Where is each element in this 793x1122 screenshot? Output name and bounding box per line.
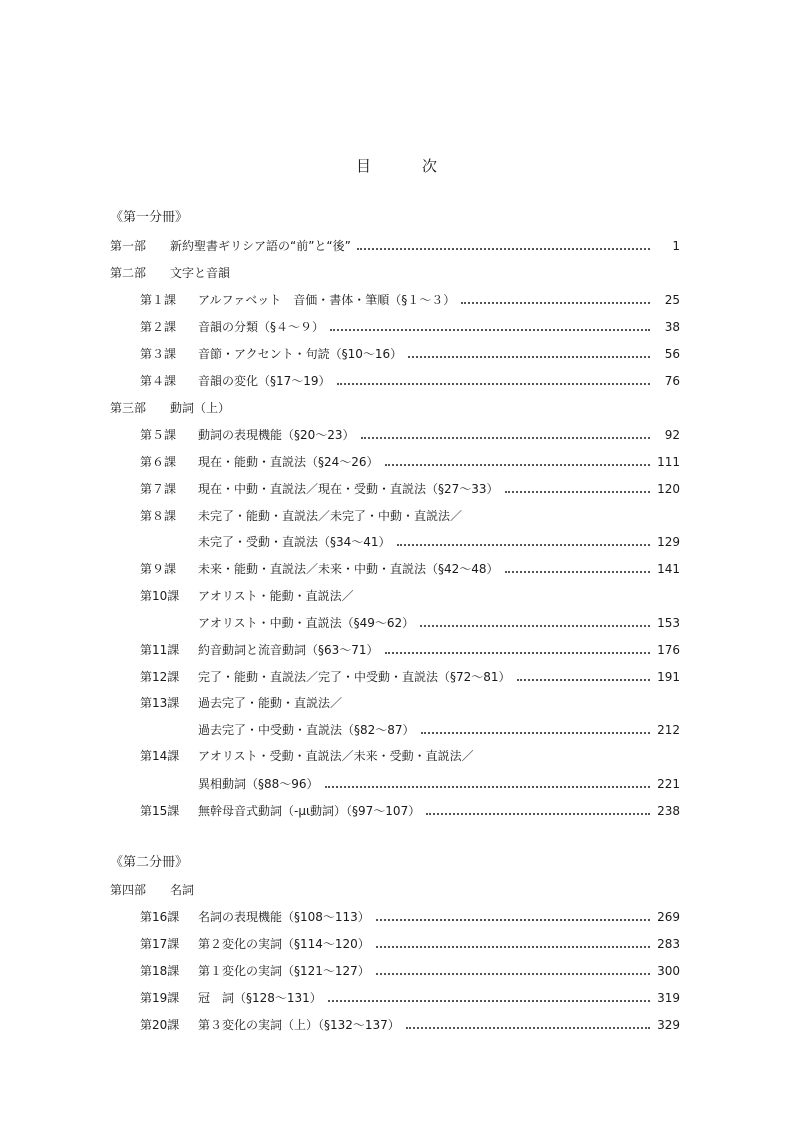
toc-entry-lesson-3[interactable] — [140, 346, 680, 362]
dot-leader — [376, 919, 650, 921]
entry-page: 221 — [657, 777, 680, 791]
entry-title: 未完了・能動・直説法／未完了・中動・直説法／ — [198, 509, 463, 523]
entry-number: 第５課 — [140, 428, 177, 442]
toc-entry-lesson-11[interactable] — [140, 642, 680, 658]
toc-entry-lesson-7[interactable] — [140, 481, 680, 497]
entry-page: 141 — [657, 562, 680, 576]
entry-title: 完了・能動・直説法／完了・中受動・直説法（§72～81） — [198, 670, 511, 684]
entry-title: アルファベット 音価・書体・筆順（§１～３） — [198, 293, 456, 307]
volume-heading-1: 《第一分冊》 — [110, 210, 189, 225]
toc-entry-lesson-2[interactable] — [140, 319, 680, 335]
entry-title: 名詞の表現機能（§108～113） — [198, 910, 370, 924]
entry-title: 第２変化の実詞（§114～120） — [198, 937, 370, 951]
entry-number: 第三部 — [110, 401, 147, 415]
entry-title: 音韻の変化（§17～19） — [198, 374, 331, 388]
entry-title-continuation: 未完了・受動・直説法（§34～41） — [198, 535, 391, 549]
entry-title-continuation: 異相動詞（§88～96） — [198, 777, 319, 791]
entry-page: 111 — [657, 455, 680, 469]
entry-title: 現在・中動・直説法／現在・受動・直説法（§27～33） — [198, 482, 499, 496]
entry-number: 第二部 — [110, 266, 147, 280]
entry-number: 第16課 — [140, 910, 180, 924]
entry-title: 未来・能動・直説法／未来・中動・直説法（§42～48） — [198, 562, 499, 576]
dot-leader — [408, 356, 650, 358]
entry-number: 第一部 — [110, 239, 147, 253]
toc-entry-part-1[interactable] — [110, 238, 680, 254]
page-title: 目 次 — [355, 157, 455, 175]
entry-title: 音節・アクセント・句読（§10～16） — [198, 347, 403, 361]
toc-entry-lesson-20[interactable] — [140, 1017, 680, 1033]
entry-page: 38 — [664, 320, 680, 334]
entry-number: 第６課 — [140, 455, 177, 469]
entry-page: 56 — [664, 347, 680, 361]
dot-leader — [461, 302, 650, 304]
dot-leader — [505, 571, 650, 573]
entry-title: 動詞の表現機能（§20～23） — [198, 428, 355, 442]
toc-entry-lesson-12[interactable] — [140, 669, 680, 685]
entry-number: 第１課 — [140, 293, 177, 307]
entry-title: 音韻の分類（§４～９） — [198, 320, 325, 334]
toc-entry-lesson-10[interactable] — [140, 588, 680, 604]
entry-number: 第11課 — [140, 643, 180, 657]
entry-title-continuation: アオリスト・中動・直説法（§49～62） — [198, 616, 415, 630]
toc-entry-lesson-18[interactable] — [140, 963, 680, 979]
dot-leader — [385, 652, 650, 654]
entry-number: 第四部 — [110, 883, 147, 897]
toc-entry-lesson-10-continuation[interactable] — [198, 615, 680, 631]
entry-title: 現在・能動・直説法（§24～26） — [198, 455, 379, 469]
toc-entry-lesson-19[interactable] — [140, 990, 680, 1006]
toc-entry-lesson-16[interactable] — [140, 909, 680, 925]
toc-entry-lesson-1[interactable] — [140, 292, 680, 308]
toc-entry-lesson-17[interactable] — [140, 936, 680, 952]
dot-leader — [505, 491, 650, 493]
volume-heading-2: 《第二分冊》 — [110, 855, 189, 870]
entry-title: 第３変化の実詞（上）（§132～137） — [198, 1018, 400, 1032]
toc-entry-part-2[interactable] — [110, 265, 680, 281]
toc-entry-lesson-13[interactable] — [140, 695, 680, 711]
entry-page: 238 — [657, 804, 680, 818]
entry-number: 第４課 — [140, 374, 177, 388]
entry-page: 92 — [664, 428, 680, 442]
dot-leader — [406, 1027, 650, 1029]
toc-entry-lesson-5[interactable] — [140, 427, 680, 443]
toc-entry-lesson-8-continuation[interactable] — [198, 534, 680, 550]
toc-entry-lesson-4[interactable] — [140, 373, 680, 389]
dot-leader — [325, 786, 650, 788]
entry-number: 第20課 — [140, 1018, 180, 1032]
dot-leader — [517, 679, 650, 681]
dot-leader — [376, 946, 650, 948]
toc-entry-lesson-14-continuation[interactable] — [198, 776, 680, 792]
dot-leader — [385, 464, 650, 466]
entry-number: 第７課 — [140, 482, 177, 496]
entry-page: 120 — [657, 482, 680, 496]
toc-entry-part-3[interactable] — [110, 400, 680, 416]
entry-number: 第19課 — [140, 991, 180, 1005]
entry-number: 第８課 — [140, 509, 177, 523]
entry-page: 1 — [672, 239, 680, 253]
dot-leader — [357, 248, 650, 250]
entry-page: 176 — [657, 643, 680, 657]
entry-page: 129 — [657, 535, 680, 549]
entry-page: 212 — [657, 723, 680, 737]
entry-page: 153 — [657, 616, 680, 630]
entry-page: 269 — [657, 910, 680, 924]
entry-title: 文字と音韻 — [170, 266, 231, 280]
dot-leader — [421, 732, 650, 734]
entry-title-continuation: 過去完了・中受動・直説法（§82～87） — [198, 723, 415, 737]
toc-entry-part-4[interactable] — [110, 882, 680, 898]
dot-leader — [330, 329, 650, 331]
entry-page: 191 — [657, 670, 680, 684]
dot-leader — [361, 437, 650, 439]
entry-number: 第13課 — [140, 696, 180, 710]
entry-number: 第18課 — [140, 964, 180, 978]
toc-entry-lesson-13-continuation[interactable] — [198, 722, 680, 738]
toc-entry-lesson-6[interactable] — [140, 454, 680, 470]
entry-number: 第12課 — [140, 670, 180, 684]
toc-entry-lesson-9[interactable] — [140, 561, 680, 577]
dot-leader — [376, 973, 650, 975]
entry-title: 約音動詞と流音動詞（§63～71） — [198, 643, 379, 657]
entry-title: 名詞 — [170, 883, 195, 897]
entry-page: 300 — [657, 964, 680, 978]
entry-number: 第10課 — [140, 589, 180, 603]
entry-page: 283 — [657, 937, 680, 951]
toc-entry-lesson-14[interactable] — [140, 748, 680, 764]
entry-number: 第15課 — [140, 804, 180, 818]
entry-title: 過去完了・能動・直説法／ — [198, 696, 343, 710]
entry-page: 329 — [657, 1018, 680, 1032]
entry-title: 動詞（上） — [170, 401, 231, 415]
toc-entry-lesson-15[interactable] — [140, 803, 680, 819]
entry-title: アオリスト・受動・直説法／未来・受動・直説法／ — [198, 749, 474, 763]
dot-leader — [337, 383, 650, 385]
entry-number: 第３課 — [140, 347, 177, 361]
dot-leader — [328, 1000, 650, 1002]
entry-number: 第17課 — [140, 937, 180, 951]
dot-leader — [420, 625, 650, 627]
entry-number: 第９課 — [140, 562, 177, 576]
entry-number: 第14課 — [140, 749, 180, 763]
entry-title: 無幹母音式動詞（-μι動詞）（§97～107） — [198, 804, 421, 818]
entry-title: 冠 詞（§128～131） — [198, 991, 322, 1005]
entry-page: 25 — [664, 293, 680, 307]
entry-page: 76 — [664, 374, 680, 388]
dot-leader — [426, 813, 650, 815]
entry-title: アオリスト・能動・直説法／ — [198, 589, 354, 603]
entry-number: 第２課 — [140, 320, 177, 334]
entry-title: 第１変化の実詞（§121～127） — [198, 964, 370, 978]
entry-title: 新約聖書ギリシア語の“前”と“後” — [170, 239, 351, 253]
dot-leader — [397, 544, 650, 546]
entry-page: 319 — [657, 991, 680, 1005]
toc-entry-lesson-8[interactable] — [140, 508, 680, 524]
